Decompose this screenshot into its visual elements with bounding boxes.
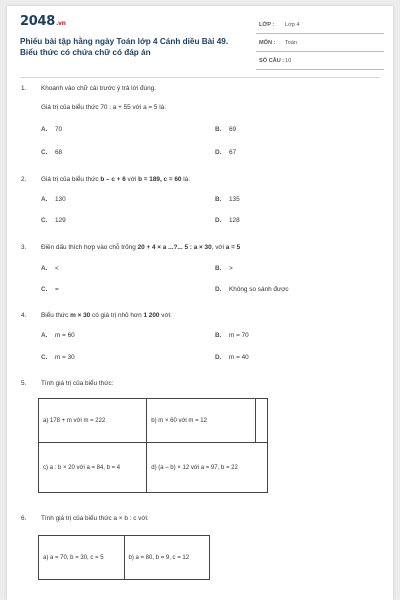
q6-cell-a[interactable]: a) a = 70, b = 30, c = 5 xyxy=(39,536,125,580)
q4-option-c[interactable]: C. m = 30 xyxy=(41,354,75,361)
q5-cell-a[interactable]: a) 178 + m với m = 222 xyxy=(39,399,147,443)
worksheet-header xyxy=(7,6,393,72)
worksheet-page: 2048.vn Phiếu bài tập hằng ngày Toán lớp 4 Cánh diều Bài 49. Biểu thức có chứa chữ có đáp án LỚP : Lớp 4 MÔN : Toán SỐ CÂU : 10 1. Khoanh vào chữ cái trước ý trả lời đúng. Giá trị của biểu thức 70 : a + 55 với a = 5 là: A. 70 B. 69 C. 68 D. 67 2. Giá trị của biểu thức b – c + 6 với b = 189, c = 60 là: A. 130 B. 135 C. 129 D. 128 3. Điền dấu thích hợp vào chỗ trống 20 + 4 × a ...?... 5 : a × 30, với a = 5 A. < B. > C. = D. Không so sánh được 4. Biểu thức m × 30 có giá trị nhỏ hơn 1 200 với: A. m = 60 B. m = 70 C. m = 30 D. m = 40 5. Tính giá trị của biểu thức: a) 178 + m với m = 222 b) m × 60 với m = 12 c) a : b × 20 với a = 84, b = 4 d) (a – b) × 12 với a = 97, b = 22 6. Tính giá trị của biểu thức a × b : c với: a) a = 70, b = 30, c = 5 b) a = 80, b = 9, c = 12 xyxy=(7,6,393,600)
q5-cell-d[interactable]: d) (a – b) × 12 với a = 97, b = 22 xyxy=(147,443,268,493)
question-1-text: Khoanh vào chữ cái trước ý trả lời đúng. xyxy=(41,85,156,92)
q5-cell-empty xyxy=(255,399,267,443)
q1-option-c[interactable]: C. 68 xyxy=(41,149,63,156)
q2-option-b[interactable]: B. 135 xyxy=(215,196,240,203)
q5-cell-b[interactable]: b) m × 60 với m = 12 xyxy=(147,399,255,443)
question-1-prompt: Giá trị của biểu thức 70 : a + 55 với a = 5 là: xyxy=(41,104,166,111)
q3-option-c[interactable]: C. = xyxy=(41,286,59,293)
q3-option-b[interactable]: B. > xyxy=(215,265,233,272)
question-5-text: Tính giá trị của biểu thức: xyxy=(41,380,114,387)
meta-row-subject: MÔN : Toán xyxy=(256,34,384,52)
q1-option-a[interactable]: A. 70 xyxy=(41,126,63,133)
q5-cell-c[interactable]: c) a : b × 20 với a = 84, b = 4 xyxy=(39,443,147,493)
q2-option-c[interactable]: C. 129 xyxy=(41,217,66,224)
q2-option-a[interactable]: A. 130 xyxy=(41,196,66,203)
header-divider xyxy=(20,77,380,78)
q4-option-d[interactable]: D. m = 40 xyxy=(215,354,249,361)
q4-option-a[interactable]: A. m = 60 xyxy=(41,332,75,339)
question-6-table xyxy=(38,535,210,580)
q1-option-b[interactable]: B. 69 xyxy=(215,126,237,133)
question-4-text: Biểu thức m × 30 có giá trị nhỏ hơn 1 200 với: xyxy=(41,312,172,319)
q3-option-a[interactable]: A. < xyxy=(41,265,59,272)
site-logo[interactable]: 2048.vn xyxy=(20,14,66,29)
meta-row-class: LỚP : Lớp 4 xyxy=(256,16,384,34)
q2-option-d[interactable]: D. 128 xyxy=(215,217,240,224)
q1-option-d[interactable]: D. 67 xyxy=(215,149,237,156)
q3-option-d[interactable]: D. Không so sánh được xyxy=(215,286,289,293)
q6-cell-b[interactable]: b) a = 80, b = 9, c = 12 xyxy=(124,536,210,580)
question-2-text: Giá trị của biểu thức b – c + 6 với b = 189, c = 60 là: xyxy=(41,176,191,183)
meta-row-count: SỐ CÂU : 10 xyxy=(256,52,384,70)
q4-option-b[interactable]: B. m = 70 xyxy=(215,332,249,339)
question-3-text: Điền dấu thích hợp vào chỗ trống 20 + 4 × a ...?... 5 : a × 30, với a = 5 xyxy=(41,244,241,251)
document-title: Phiếu bài tập hằng ngày Toán lớp 4 Cánh diều Bài 49. Biểu thức có chứa chữ có đáp án xyxy=(20,37,229,57)
question-6-text: Tính giá trị của biểu thức a × b : c với: xyxy=(41,515,149,522)
meta-info xyxy=(256,16,384,70)
question-5-table xyxy=(38,398,268,493)
